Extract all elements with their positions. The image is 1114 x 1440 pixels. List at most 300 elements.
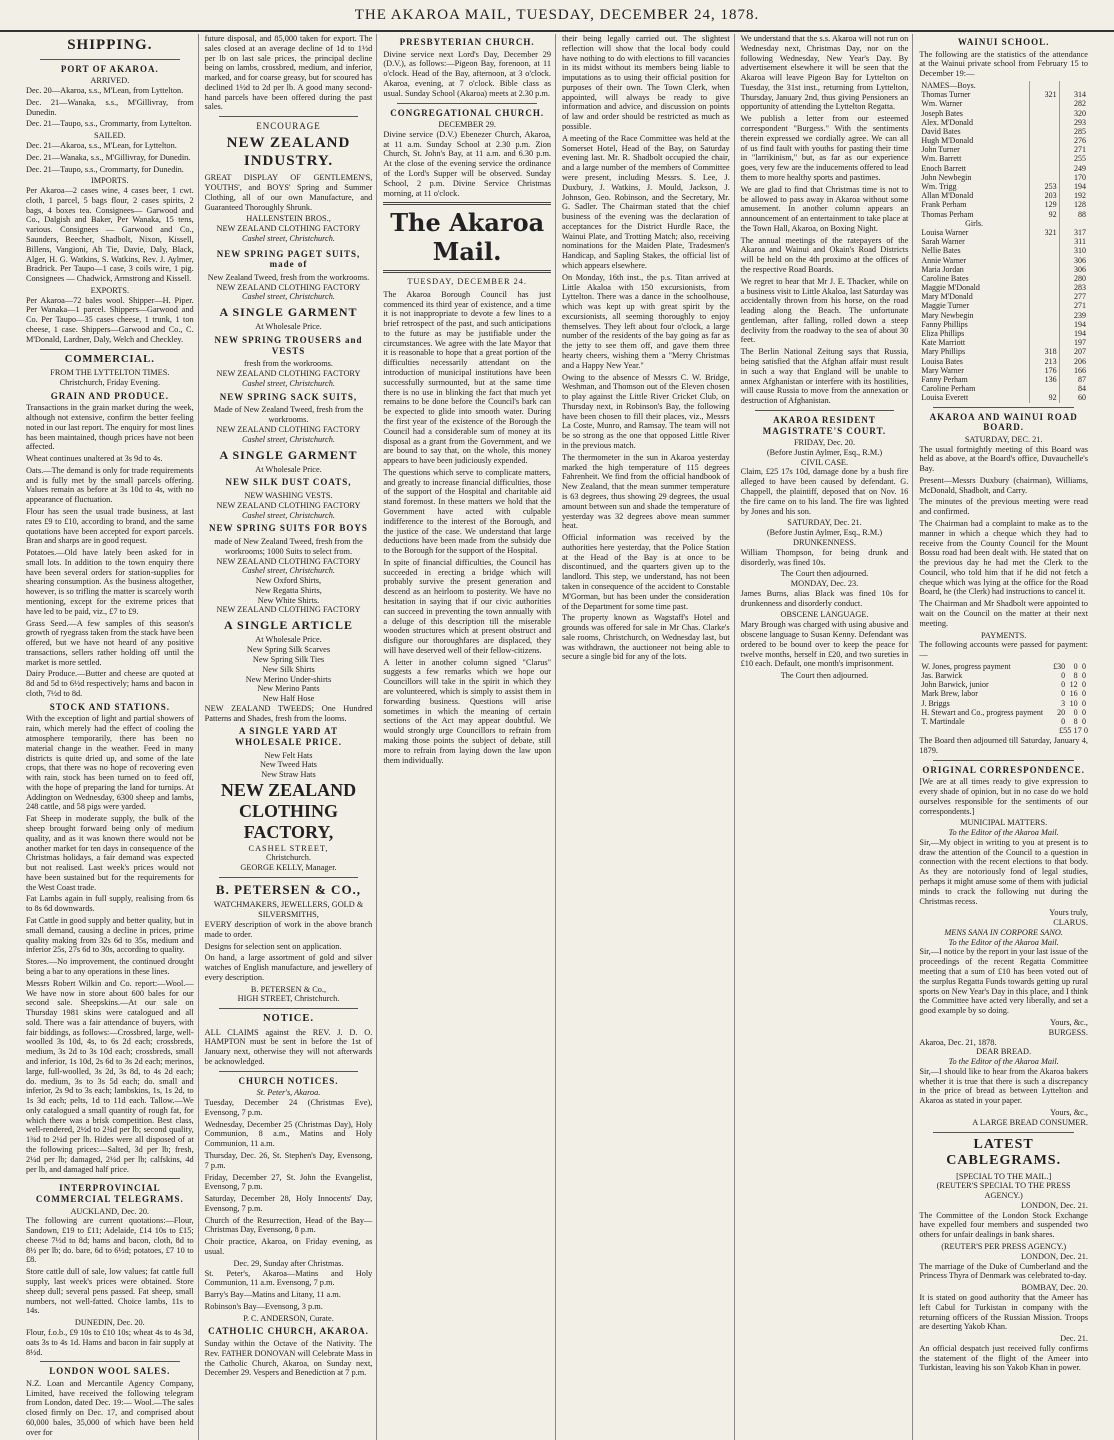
- table-row: [919, 145, 1088, 154]
- table-row: [919, 246, 1088, 255]
- factory-address: Cashel street, Christchurch.: [242, 233, 335, 243]
- stock-paragraph: With the exception of light and partial showers of rain, which merely had the effect of cooling the atmosphere temporarily, there has been no material change in the weather. Feed in many districts is quite dried up, and some of the late crops, that there was no hope of recovering even with rain, stock has been turned on to feed off, with the hope of preparing the land for turnips. At Addington on Wednesday, 6300 sheep and lambs, 248 cattle, and 58 pigs were yarded.: [26, 714, 194, 812]
- news-paragraph: We regret to hear that Mr J. E. Thacker, while on a business visit to Little Akaloa, last Saturday was accidentally thrown from his horse, on the road leading along the Beach. The unfortunate gentleman, after falling, rolled down a steep declivity from the roadway to the sea of about 30 feet.: [740, 276, 909, 345]
- table-cell: Caroline Perham: [921, 384, 976, 394]
- table-cell: Mark Brew, labor: [921, 689, 978, 699]
- table-cell: [1029, 173, 1059, 182]
- cable-dateline: LONDON, Dec. 21.: [1020, 1251, 1088, 1261]
- table-cell: [1029, 127, 1059, 136]
- london-wool-heading: LONDON WOOL SALES.: [49, 1366, 171, 1377]
- church-line: Tuesday, December 24 (Christmas Eve), Evensong, 7 p.m.: [204, 1098, 373, 1117]
- table-cell: 194: [1059, 320, 1088, 329]
- to-editor: To the Editor of the Akaroa Mail.: [948, 937, 1059, 947]
- table-cell: 314: [1059, 90, 1088, 99]
- table-cell: 203: [1029, 191, 1059, 200]
- table-cell: 0: [1061, 689, 1066, 699]
- table-cell: 20: [1057, 707, 1066, 717]
- telegram-text: The following are current quotations:—Flour, Sandown, £19 to £11; Adelaide, £14 10s to £15; cheese 7½d to 8d; hams and bacon, cloth, 8d to 8½ per lb; do. bare, 6d to 6½d; potatoes, £7 10 to £8.: [26, 1216, 194, 1265]
- letter-text: Sir,—My object in writing to you at present is to draw the attention of the Council to a question in connection with the recent elections to that body. As they are notoriously fond of legal studies, perhaps it might amuse some of them with judicial minds to crack the following nut during the Christmas recess.: [919, 837, 1088, 906]
- source-line: FROM THE LYTTELTON TIMES.: [50, 367, 170, 377]
- ad-title: NEW SPRING PAGET SUITS, made of: [216, 248, 361, 270]
- christchurch-label: Christchurch.: [266, 853, 311, 863]
- table-cell: Wm. Trigg: [921, 182, 957, 192]
- table-cell: Frank Perham: [921, 200, 967, 210]
- table-cell: Eliza Phillips: [921, 329, 965, 339]
- church-line: Friday, December 27, St. John the Evangelist, Evensong, 7 p.m.: [204, 1172, 373, 1192]
- table-cell: [1029, 320, 1059, 329]
- news-paragraph: their being legally carried out. The slightest reflection will show that the local body could have nothing to do with elections to fill vacancies in its midst without its members being liable to imputations as to using their official position for purposes of their own. The Town Clerk, when appointed, will always be ready to give information and advice, and discussion on points of law and order should be restricted as much as possible.: [562, 34, 730, 132]
- table-cell: Annie Warner: [921, 255, 967, 265]
- factory-name: NEW ZEALAND CLOTHING FACTORY: [216, 224, 361, 234]
- table-cell: W. Jones, progress payment: [921, 661, 1011, 671]
- table-cell: 280: [1059, 274, 1088, 283]
- table-cell: David Bates: [921, 126, 961, 136]
- table-row: [919, 375, 1088, 384]
- table-row: [919, 173, 1088, 182]
- table-row: [919, 182, 1088, 191]
- court-adjourned: The Court then adjourned.: [780, 569, 869, 579]
- table-cell: 282: [1059, 99, 1088, 108]
- table-cell: [1029, 99, 1059, 108]
- church-line: Robinson's Bay—Evensong, 3 p.m.: [204, 1301, 323, 1311]
- letter-closing: Yours, &c.,: [1050, 1107, 1088, 1117]
- hallenstein-name: HALLENSTEIN BROS.,: [246, 214, 331, 224]
- road-board-heading: AKAROA AND WAINUI ROAD BOARD.: [929, 411, 1078, 433]
- table-cell: [1029, 237, 1059, 246]
- exports-text: Per Akaroa—72 bales wool. Shipper—H. Piper. Per Wanaka—1 parcel. Shippers—Garwood and Co. Per Taupo—35 cases cheese, 1 trunk, 1 ton cheese, 1 case. Shippers—Garwood and Co., C. M'Donald, Lardner, Daly, Welch and Checkley.: [26, 295, 194, 344]
- encourage-label: ENCOURAGE: [256, 121, 321, 132]
- table-cell: 88: [1059, 210, 1088, 219]
- table-row: [919, 717, 1088, 726]
- table-cell: 10: [1069, 698, 1078, 708]
- table-cell: Sarah Warner: [921, 237, 965, 247]
- scarf-line: New Merino Pants: [257, 684, 320, 694]
- board-adjourned: The Board then adjourned till Saturday, January 4, 1879.: [919, 736, 1088, 755]
- court-heading: AKAROA RESIDENT MAGISTRATE'S COURT.: [762, 414, 887, 436]
- telegram-place: DUNEDIN, Dec. 20.: [74, 1318, 145, 1328]
- table-row: [919, 136, 1088, 145]
- letter-closing: Yours, &c.,: [1050, 1017, 1088, 1027]
- table-cell: 0: [1073, 661, 1078, 671]
- table-cell: Allan M'Donald: [921, 191, 974, 201]
- table-cell: 276: [1059, 136, 1088, 145]
- table-cell: [1029, 384, 1059, 393]
- table-cell: [1029, 292, 1059, 301]
- news-paragraph: We publish a letter from our esteemed correspondent "Burgess." With the sentiments therein expressed we cordially agree. We can all of us find fault with youths for pasting their time in "larrikinism," but, as far as our experience goes, very few are the inducements offered to lead them to more healthy sports and pastimes.: [740, 114, 909, 182]
- news-paragraph: The Berlin National Zeitung says that Russia, being satisfied that the Afghan affair must result in such a way that England will be unable to annex Afghanistan or interfere with its hostilities, will cause Russia to move from the annexation or destruction of Afghanistan.: [740, 347, 909, 406]
- stock-paragraph: Fat Cattle in good supply and better quality, but in small demand, causing a decline in prices, prime quality making from 32s 6d to 35s, medium and inferior 25s, 27s 6d to 30s, according to quality.: [26, 916, 194, 955]
- factory-address: Cashel street, Christchurch.: [242, 434, 335, 444]
- table-cell: 0: [1061, 671, 1066, 681]
- table-cell: 136: [1029, 375, 1059, 384]
- table-cell: [1029, 301, 1059, 310]
- table-cell: 277: [1059, 292, 1088, 301]
- table-cell: 0: [1073, 707, 1078, 717]
- scarf-line: New Merino Under-shirts: [245, 674, 332, 684]
- table-cell: [1029, 154, 1059, 163]
- factory-address: Cashel street, Christchurch.: [242, 510, 335, 520]
- table-header-row: [919, 81, 1088, 90]
- table-row: [919, 109, 1088, 118]
- table-row: [919, 274, 1088, 283]
- table-row: [919, 311, 1088, 320]
- wainui-intro: The following are the statistics of the attendance at the Wainui private school from February 15 to December 19:—: [919, 49, 1088, 79]
- telegram-text: Store cattle dull of sale, low values; fat cattle full supply, last week's prices were obtained. Store sheep dull; several pens passed. Fat sheep, small numbers, not well-fatted. Choice lambs, 11s to 14s.: [26, 1267, 194, 1316]
- table-row: [919, 228, 1088, 237]
- table-cell: 253: [1029, 182, 1059, 191]
- table-cell: 285: [1059, 127, 1088, 136]
- church-line: Choir practice, Akaroa, on Friday evening, as usual.: [204, 1237, 373, 1257]
- table-row: [919, 338, 1088, 347]
- obscene-label: OBSCENE LANGUAGE.: [780, 610, 869, 620]
- table-cell: 317: [1059, 228, 1088, 237]
- shipping-heading: SHIPPING.: [67, 37, 153, 53]
- imports-label: IMPORTS.: [91, 176, 129, 186]
- agency-label: (REUTER'S SPECIAL TO THE PRESS AGENCY.): [936, 1181, 1071, 1201]
- factory-name: NEW ZEALAND CLOTHING FACTORY: [216, 500, 361, 510]
- column-2: [205, 34, 378, 1440]
- table-row: [919, 210, 1088, 219]
- table-cell: 239: [1059, 311, 1088, 320]
- ad-title: A SINGLE YARD AT WHOLESALE PRICE.: [234, 726, 342, 748]
- editorial-paragraph: The questions which serve to complicate matters, and greatly to increase financial difficulties, those of the support of the Hospital and charitable aid stand foremost. In these matters we hold that the Government have acted with culpable indifference to the interest of the Borough, and the justice of the case. We understand that large deductions have been made from the subsidy due to the Borough for the support of the Hospital.: [383, 467, 551, 556]
- table-cell: [1029, 283, 1059, 292]
- table-cell: 283: [1059, 283, 1088, 292]
- akaroa-mail-flag: The Akaroa Mail.: [390, 208, 545, 266]
- table-cell: Thomas Turner: [921, 90, 971, 100]
- court-before: (Before Justin Aylmer, Esq., R.M.): [766, 528, 883, 538]
- municipal-heading: MUNICIPAL MATTERS.: [960, 818, 1048, 828]
- table-row: [919, 689, 1088, 698]
- table-cell: Mary Phillips: [921, 347, 966, 357]
- court-adjourned: The Court then adjourned.: [780, 671, 869, 681]
- table-cell: 166: [1059, 366, 1088, 375]
- notice-heading: NOTICE.: [262, 1013, 315, 1025]
- telegram-text: Flour, f.o.b., £9 10s to £10 10s; wheat 4s to 4s 3d, oats 3s to 4s 1d. Hams and bacon in fair supply at 8½d.: [26, 1327, 194, 1357]
- designs-text: Designs for selection sent on application.: [204, 941, 342, 951]
- masthead: THE AKAROA MAIL, TUESDAY, DECEMBER 24, 1878.: [0, 0, 1114, 32]
- table-cell: Kate Marriott: [921, 338, 966, 348]
- table-cell: 0: [1082, 689, 1086, 699]
- court-date: SATURDAY, Dec. 21.: [787, 518, 862, 528]
- table-cell: 92: [1029, 393, 1059, 402]
- dear-bread-heading: DEAR BREAD.: [976, 1047, 1032, 1057]
- ad-title: NEW SPRING SUITS FOR BOYS: [209, 523, 368, 534]
- road-board-paragraph: The Chairman had a complaint to make as to the manner in which a cheque which they had to receive from the County Council for the Mount Bossu road had been dealt with. He stated that on the previous day he had met the Clerk to the Council, who told him that if he did not fetch a cheque which was lying at the office for the Road Board, he (the Clerk) had instructions to cancel it.: [919, 518, 1088, 597]
- table-cell: [1029, 109, 1059, 118]
- table-cell: 271: [1059, 145, 1088, 154]
- correspondence-heading: ORIGINAL CORRESPONDENCE.: [922, 764, 1085, 775]
- table-cell: [1029, 118, 1059, 127]
- table-cell: 8: [1073, 717, 1078, 727]
- table-cell: Maggie Turner: [921, 301, 970, 311]
- news-paragraph: A meeting of the Race Committee was held at the Somerset Hotel, Head of the Bay, on Saturday evening last. Mr. R. Shadbolt occupied the chair, and a large number of the members of Committee were present, including Messrs. S. Lee, J. Duxbury, J. Watkins, J. Mould, Jackson, J. Johnson, Geo. Robinson, and the Secretary, Mr. G. Sadler. The Chairman stated that the chief business of the evening was the declaration of acceptances for the District Hurdle Race, the Wainui Plate, and Trotting Match; also, receiving nominations for the Maiden Plate, Tradesmen's Handicap, and Sapling Stakes, the official list of which appears elsewhere.: [562, 133, 730, 270]
- sailed-line: Dec. 21—Taupo, s.s., Crommarty, for Dunedin.: [26, 164, 184, 174]
- table-row: [919, 237, 1088, 246]
- factory-name: NEW ZEALAND CLOTHING FACTORY: [216, 282, 361, 292]
- shirt-line: New Regatta Shirts,: [255, 585, 322, 595]
- stock-paragraph: Fat Lambs again in full supply, realising from 6s to 8s 6d downwards.: [26, 894, 194, 914]
- table-cell: 0: [1082, 680, 1086, 690]
- table-cell: 87: [1059, 375, 1088, 384]
- factory-address: Cashel street, Christchurch.: [242, 566, 335, 576]
- to-editor: To the Editor of the Akaroa Mail.: [948, 828, 1059, 838]
- editorial-paragraph: A letter in another column signed "Clarus" suggests a few remarks which we hope our Councillors will take in the spirit in which they are volunteered, which is simply to assist them in forwarding business. Questions will arise sometimes in which the meaning of certain sections of the Act may appear doubtful. We would strongly urge Councillors to refrain from making those points the subject of debate, still more to refrain from laying down the law upon them individually.: [383, 657, 551, 765]
- church-line: Church of the Resurrection, Head of the Bay—Christmas Day, Evensong, 8 p.m.: [204, 1215, 373, 1235]
- ad-title: A SINGLE GARMENT: [219, 305, 358, 320]
- factory-address: Cashel street, Christchurch.: [242, 292, 335, 302]
- table-cell: [1029, 136, 1059, 145]
- table-cell: [1029, 265, 1059, 274]
- high-street: HIGH STREET, Christchurch.: [237, 994, 340, 1004]
- tweeds-text: NEW ZEALAND TWEEDS; One Hundred Patterns and Shades, fresh from the looms.: [204, 703, 373, 723]
- table-cell: 310: [1059, 246, 1088, 255]
- table-row: [919, 708, 1088, 717]
- table-cell: 128: [1059, 200, 1088, 209]
- grain-paragraph: Oats.—The demand is only for trade requirements and is fully met by the small parcels offering. Values remain as before at 3s 10d to 4s, with no appearance of fluctuation.: [26, 465, 194, 505]
- cablegrams-heading: LATEST CABLEGRAMS.: [946, 1136, 1062, 1169]
- obscene-text: Mary Brough was charged with using abusive and obscene language to Susan Kenny. Defendant was ordered to be bound over to keep the peace for twelve months, herself in £20, and two sureties in £10 each. Default, one month's imprisonment.: [740, 620, 909, 669]
- church-line: Barry's Bay—Matins and Litany, 11 a.m.: [204, 1290, 341, 1300]
- letter-signature: CLARUS.: [1053, 918, 1088, 928]
- ad-body: Made of New Zealand Tweed, fresh from the workrooms.: [213, 405, 364, 425]
- ad-title: A SINGLE GARMENT: [219, 447, 358, 462]
- grain-paragraph: Transactions in the grain market during the week, although not extensive, confirm the better feeling noted in our last report. The enquiry for most lines has been maintained, though prices have not been affected.: [26, 403, 194, 452]
- table-cell: 318: [1029, 347, 1059, 356]
- dateline: Christchurch, Friday Evening.: [59, 377, 161, 387]
- every-description: EVERY description of work in the above branch made to order.: [204, 919, 373, 939]
- claims-text: ALL CLAIMS against the REV. J. D. O. HAMPTON must be sent in before the 1st of January next, otherwise they will not afterwards be acknowledged.: [204, 1027, 373, 1066]
- table-cell: 293: [1059, 118, 1088, 127]
- telegram-place: AUCKLAND, Dec. 20.: [70, 1206, 150, 1216]
- table-row: [919, 164, 1088, 173]
- table-cell: 170: [1059, 173, 1088, 182]
- letter-text: Sir,—I notice by the report in your last issue of the proceedings of the recent Regatta Committee meeting that a sum of £10 has been voted out of the surplus Regatta Funds towards getting up rural sports on New Year's Day in this place, and I think the Committee have acted very liberally, and set a good example by so doing.: [919, 947, 1088, 1016]
- table-cell: [1029, 311, 1059, 320]
- table-cell: Mary Newbegin: [921, 310, 974, 320]
- table-row: [919, 384, 1088, 393]
- table-cell: 0: [1082, 671, 1086, 681]
- girls-header: Girls.: [965, 218, 984, 228]
- payments-intro: The following accounts were passed for payment:—: [919, 640, 1088, 660]
- table-cell: [1029, 164, 1059, 173]
- church-line: Saturday, December 28, Holy Innocents' Day, Evensong, 7 p.m.: [204, 1194, 373, 1213]
- letter-text: Sir,—I should like to hear from the Akaroa bakers whether it is true that there is such a discrepancy in the price of bread as between Lyttelton and Akaroa as stated in your paper.: [919, 1066, 1088, 1106]
- table-cell: T. Martindale: [921, 717, 965, 727]
- table-cell: 16: [1069, 689, 1078, 699]
- road-board-paragraph: The usual fortnightly meeting of this Board was held as above, at the Board's office, Duvauchelle's Bay.: [919, 444, 1088, 474]
- table-cell: 207: [1059, 347, 1088, 356]
- table-cell: 0: [1082, 661, 1086, 671]
- news-paragraph: The thermometer in the sun in Akaroa yesterday marked the high temperature of 115 degrees Fahrenheit. We find from the official handbook of New Zealand, that the mean summer temperature is 63 degrees, thus showing 29 degrees, the usual amount between sun and shade the temperature of yesterday was 32 degrees above mean summer heat.: [562, 452, 730, 531]
- factory-name: NEW ZEALAND CLOTHING FACTORY: [216, 424, 361, 434]
- table-cell: 84: [1059, 384, 1088, 393]
- assortment-text: On hand, a large assortment of gold and silver watches of English manufacture, and jewellery of every description.: [204, 953, 373, 982]
- stock-paragraph: Messrs Robert Wilkin and Co. report:—Wool.—We have now in store about 600 bales for our second sale. Sheepskins.—At our sale on Thursday 1981 skins were catalogued and all sold. There was a fair attendance of buyers, with fair biddings, as follows:—Crossbred, large, well-woolled 3s 10d, 4s, to 6s 2d each; crossbreds, medium, 3s 2d to 3s 10d each; crossbreds, small and inferior, 1s 10d, 2s 6d to 3s 2d each; merinos, large, full-woolled, 3s 2d, 3s 8d, to 4s 2d each; do. medium, 3s to 3s 5d each; do. small and inferior, 2s 9d to 3s each; lambskins, 1s, 1s 2d, to 1s 3d each; pelts, 1d to 11d each. Tallow.—We only catalogued a small quantity of rough fat, for which there was a brisk competition. Best class, well-rendered, 2½d to 2¾d per lb; second quality, 1¾d to 2¼d per lb. Hides were all disposed of at the following prices:—Salted, 3d per lb; fresh, 2¼d per lb; damaged, 2¼d per lb; calfskins, 4d per lb, and damaged half price.: [26, 978, 194, 1174]
- table-row: [919, 127, 1088, 136]
- stock-heading: STOCK AND STATIONS.: [49, 701, 170, 712]
- stock-paragraph: Fat Sheep in moderate supply, the bulk of the sheep brought forward being only of medium quality, and as it was known there would not be another market for ten days in consequence of the Christmas holidays, a fair demand was expected but not realised. Last week's prices would not have been sustained but for the requirements for the West Coast trade.: [26, 814, 194, 892]
- columns: [26, 34, 1092, 1437]
- arrived-label: ARRIVED.: [90, 76, 130, 86]
- grain-paragraph: Wheat continues unaltered at 3s 9d to 4s.: [26, 454, 163, 464]
- manager-line: GEORGE KELLY, Manager.: [240, 863, 337, 873]
- civil-case-text: Claim, £25 17s 10d, damage done by a bush fire alleged to have been caused by defendant. G. Chappell, the plaintiff, deposed that on Nov. 16 the fire came on to his land. The fire was lighted by Jones and his son.: [740, 467, 909, 516]
- road-board-paragraph: The minutes of the previous meeting were read and confirmed.: [919, 497, 1088, 517]
- table-row: [919, 292, 1088, 301]
- drunkenness-text: James Burns, alias Black was fined 10s for drunkenness and disorderly conduct.: [740, 588, 909, 608]
- ad-body: NEW WASHING VESTS.: [244, 491, 333, 501]
- table-cell: John Turner: [921, 145, 960, 155]
- table-cell: 255: [1059, 154, 1088, 163]
- table-cell: 60: [1059, 393, 1088, 402]
- column-1: [26, 34, 199, 1440]
- wainui-heading: WAINUI SCHOOL.: [957, 37, 1050, 47]
- hat-line: New Tweed Hats: [260, 760, 317, 770]
- watchmakers-line: WATCHMAKERS, JEWELLERS, GOLD & SILVERSMITHS,: [213, 900, 364, 920]
- boys-header: NAMES—Boys.: [921, 80, 976, 90]
- column-3: [383, 34, 556, 1440]
- cable-text: The marriage of the Duke of Cumberland and the Princess Thyra of Denmark was celebrated to-day.: [919, 1261, 1088, 1281]
- table-row: [919, 357, 1088, 366]
- table-cell: 271: [1059, 301, 1088, 310]
- table-row: [919, 265, 1088, 274]
- column-5: [741, 34, 914, 1440]
- table-cell: 306: [1059, 265, 1088, 274]
- table-cell: 0: [1061, 680, 1066, 690]
- table-cell: 12: [1069, 680, 1078, 690]
- table-cell: [1029, 329, 1059, 338]
- editorial-paragraph: The Akaroa Borough Council has just commenced its third year of existence, and a time it is not inappropriate to devote a few lines to a brief retrospect of the past, and such anticipations to the future as may be justifiable under the circumstances. We agree with the late Mayor that it is reasonable to hope that a great portion of the difficulties necessarily attendant on the introduction of municipal institutions have been successfully surmounted, but at the same time there is no use in blinking the fact that much yet remains to be done before the Council's bark can be expected to glide into smooth water. During the first year of the existence of the Borough the Council had a considerable sum of money at its disposal as a grant from the Government, and we are bound to say that, on the whole, this money appears to have been judiciously expended.: [383, 289, 551, 466]
- scarf-line: New Spring Silk Ties: [252, 654, 325, 664]
- column-6: [919, 34, 1092, 1440]
- table-cell: [1029, 246, 1059, 255]
- church-line: Thursday, Dec. 26, St. Stephen's Day, Evensong, 7 p.m.: [204, 1150, 373, 1170]
- nz-clothing-heading: NEW ZEALAND CLOTHING FACTORY,: [220, 780, 357, 843]
- table-cell: Nellie Bates: [921, 246, 961, 256]
- payments-total: £55 17 0: [1058, 726, 1088, 736]
- column-4: [562, 34, 735, 1440]
- letter-closing: Yours truly,: [1049, 908, 1088, 918]
- table-cell: 213: [1029, 357, 1059, 366]
- table-row: [919, 329, 1088, 338]
- table-cell: Alex. M'Donald: [921, 117, 973, 127]
- table-row: [919, 200, 1088, 209]
- table-cell: Fanny Perham: [921, 374, 968, 384]
- table-cell: 194: [1059, 182, 1088, 191]
- table-row: [919, 256, 1088, 265]
- grain-paragraph: Potatoes.—Old have lately been asked for in small lots. In addition to the town enquiry there have been several orders for station-supplies for shearing consumption. As the business altogether, however, is so trifling the matter is scarcely worth mentioning, except for the extreme prices that have led to be paid, viz., £7 to £9.: [26, 548, 194, 616]
- road-board-paragraph: The Chairman and Mr Shadbolt were appointed to wait on the Council on the matter at their next meeting.: [919, 599, 1088, 628]
- court-date: FRIDAY, Dec. 20.: [793, 438, 856, 448]
- editorial-paragraph: In spite of financial difficulties, the Council has succeeded in erecting a bridge which will probably survive the present generation and descend as an heirloom to posterity. We have no hesitation in saying that if our civic authorities can succeed in preventing the town annually with a deluge of this description till the miserable wooden structures which at present obstruct and disfigure our thoroughfares are displaced, they will have deserved well of their fellow-citizens.: [383, 557, 551, 655]
- road-board-date: SATURDAY, DEC. 21.: [964, 434, 1043, 444]
- table-cell: J. Briggs: [921, 698, 950, 708]
- table-cell: 0: [1082, 707, 1086, 717]
- shirt-line: New Oxford Shirts,: [255, 576, 322, 586]
- table-cell: H. Stewart and Co., progress payment: [921, 707, 1044, 717]
- court-before: (Before Justin Aylmer, Esq., R.M.): [766, 447, 883, 457]
- factory-address: Cashel street, Christchurch.: [242, 378, 335, 388]
- news-paragraph: On Monday, 16th inst., the p.s. Titan arrived at Little Akaloa with 150 excursionists, from Lyttelton. There was a dance in the schoolhouse, which was kept up with great spirit by the excursionists, all seeming thoroughly to enjoy themselves. They left about four o'clock, a large number of the residents of the bay going as far as the jetty to see them off, and gave them three hearty cheers, wishing them a "Merry Christmas and a Happy New Year.": [562, 272, 730, 370]
- arrival-line: Dec. 21—Taupo, s.s., Crommarty, from Lyttelton.: [26, 119, 192, 129]
- wool-continued: future disposal, and 85,000 taken for export. The sales closed at an average decline of 1d to 1½d per lb on last sale prices, the principal decline being on lambs, crossbred, medium, and inferior, marked, and for coarse greasy, but for scoured has declined 1½d to 2d per lb. A good many second-hand parcels have been offered during the past sales.: [204, 34, 373, 112]
- correspondence-note: [We are at all times ready to give expression to every shade of opinion, but in no case do we hold ourselves responsible for the sentiments of our correspondents.]: [919, 777, 1088, 816]
- grain-paragraph: Dairy Produce.—Butter and cheese are quoted at 8d and 5d to 6½d respectively; hams and bacon in cloth, 7½d to 8d.: [26, 669, 194, 699]
- grain-paragraph: Flour has seen the usual trade business, at last rates £9 to £10, according to brand, and the same quotations have been accepted for export parcels. Bran and sharps are in good request.: [26, 506, 194, 546]
- sailed-line: Dec. 21—Akaroa, s.s., M'Lean, for Lyttelton.: [26, 140, 177, 150]
- shirt-line: New White Shirts.: [257, 595, 320, 605]
- cable-text: An official despatch just received fully confirms the statement of the flight of the Ameer into Turkistan, leaving his son Yakob Khan in power.: [919, 1343, 1088, 1373]
- exports-label: EXPORTS.: [90, 285, 130, 295]
- table-cell: Fanny Phillips: [921, 319, 968, 329]
- sailed-label: SAILED.: [94, 131, 126, 141]
- table-cell: 249: [1059, 164, 1088, 173]
- table-cell: 92: [1029, 210, 1059, 219]
- cable-dateline: Dec. 21.: [1060, 1334, 1088, 1344]
- table-cell: Louisa Bates: [921, 356, 963, 366]
- hat-line: New Felt Hats: [264, 750, 313, 760]
- ad-title: A SINGLE ARTICLE: [224, 618, 353, 633]
- news-paragraph: We are glad to find that Christmas time is not to be allowed to pass away in Akaroa without some amusement. In another column appears an announcement of an entertainment to take place at the Town Hall, Akaroa, on Boxing Night.: [740, 184, 909, 233]
- special-label: [SPECIAL TO THE MAIL.]: [956, 1171, 1052, 1181]
- table-header-row: [919, 219, 1088, 228]
- letter-signature: BURGESS.: [1048, 1027, 1088, 1037]
- ad-title: NEW SPRING TROUSERS and VESTS: [214, 335, 363, 356]
- congregational-heading: CONGREGATIONAL CHURCH.: [390, 107, 545, 118]
- church-line: Wednesday, December 25 (Christmas Day), Holy Communion, 8 a.m., Matins and Holy Communion, 11 a.m.: [204, 1119, 373, 1149]
- congregational-text: Divine service (D.V.) Ebenezer Church, Akaroa, at 11 a.m. Sunday School at 2.30 p.m. Zion Church, St. John's Bay, at 11 a.m. and 6.30 p.m. At the close of the evening service the ordinance of the Lord's Supper will be observed. Sunday School, 2 p.m. Divine Service Christmas morning, at 11 o'clock.: [383, 129, 551, 198]
- table-cell: Caroline Bates: [921, 273, 969, 283]
- factory-name: NEW ZEALAND CLOTHING FACTORY: [216, 369, 361, 379]
- table-cell: 206: [1059, 357, 1088, 366]
- news-paragraph: The property known as Wagstaff's Hotel and grounds was offered for sale in Mr Chas. Clarke's sale rooms, Christchurch, on Wednesday last, but was withdrawn, the auctioneer not being able to secure a single bid for any of the lots.: [562, 613, 730, 662]
- scarf-line: New Silk Shirts: [262, 664, 315, 674]
- table-cell: 192: [1059, 191, 1088, 200]
- petersen-heading: B. PETERSEN & CO.,: [215, 882, 362, 898]
- scarf-line: New Spring Silk Scarves: [246, 645, 331, 655]
- table-row: [919, 393, 1088, 402]
- civil-case-label: CIVIL CASE.: [800, 457, 849, 467]
- table-cell: 194: [1059, 329, 1088, 338]
- cable-text: It is stated on good authority that the Ameer has left Cabul for Turkistan in company with the returning officers of the Russian Mission. Troops are deserting Yakob Khan.: [919, 1292, 1088, 1332]
- table-row: [919, 662, 1088, 671]
- editorial-date: TUESDAY, DECEMBER 24.: [407, 277, 527, 286]
- cable-dateline: LONDON, Dec. 21.: [1020, 1200, 1088, 1210]
- table-cell: Mary M'Donald: [921, 292, 973, 302]
- table-cell: Jas. Barwick: [921, 671, 963, 681]
- table-cell: John Barwick, junior: [921, 680, 989, 690]
- catholic-text: Sunday within the Octave of the Nativity. The Rev. FATHER DONOVAN will Celebrate Mass in the Catholic Church, Akaroa, on Sunday next, December 29. Vespers and Benediction at 7 p.m.: [204, 1339, 373, 1378]
- st-peters-label: St. Peter's, Akaroa.: [256, 1088, 321, 1098]
- attendance-table: [919, 81, 1088, 403]
- news-paragraph: The annual meetings of the ratepayers of the Akaroa and Wainui and Okain's Road Districts will be held on the 4th proximo at the offices of the respective Road Boards.: [740, 235, 909, 274]
- arrival-line: Dec. 20—Akaroa, s.s., M'Lean, from Lyttelton.: [26, 86, 184, 96]
- ad-body: At Wholesale Price.: [255, 635, 322, 645]
- commercial-heading: COMMERCIAL.: [64, 353, 155, 365]
- table-row: [919, 90, 1088, 99]
- petersen-signature: B. PETERSEN & Co.,: [250, 984, 327, 994]
- telegrams-heading: INTERPROVINCIAL COMMERCIAL TELEGRAMS.: [35, 1183, 184, 1204]
- cable-text: The Committee of the London Stock Exchange have expelled four members and suspended two others for unfair dealings in bank shares.: [919, 1210, 1088, 1240]
- ad-body: fresh from the workrooms.: [244, 359, 333, 369]
- church-notices-heading: CHURCH NOTICES.: [238, 1075, 339, 1086]
- drunkenness-text: William Thompson, for being drunk and disorderly, was fined 10s.: [740, 547, 909, 567]
- table-cell: Joseph Bates: [921, 108, 963, 118]
- table-cell: 311: [1059, 237, 1088, 246]
- table-cell: 320: [1059, 109, 1088, 118]
- ad-body: made of New Zealand Tweed, fresh from the workrooms; 1000 Suits to select from.: [214, 537, 363, 556]
